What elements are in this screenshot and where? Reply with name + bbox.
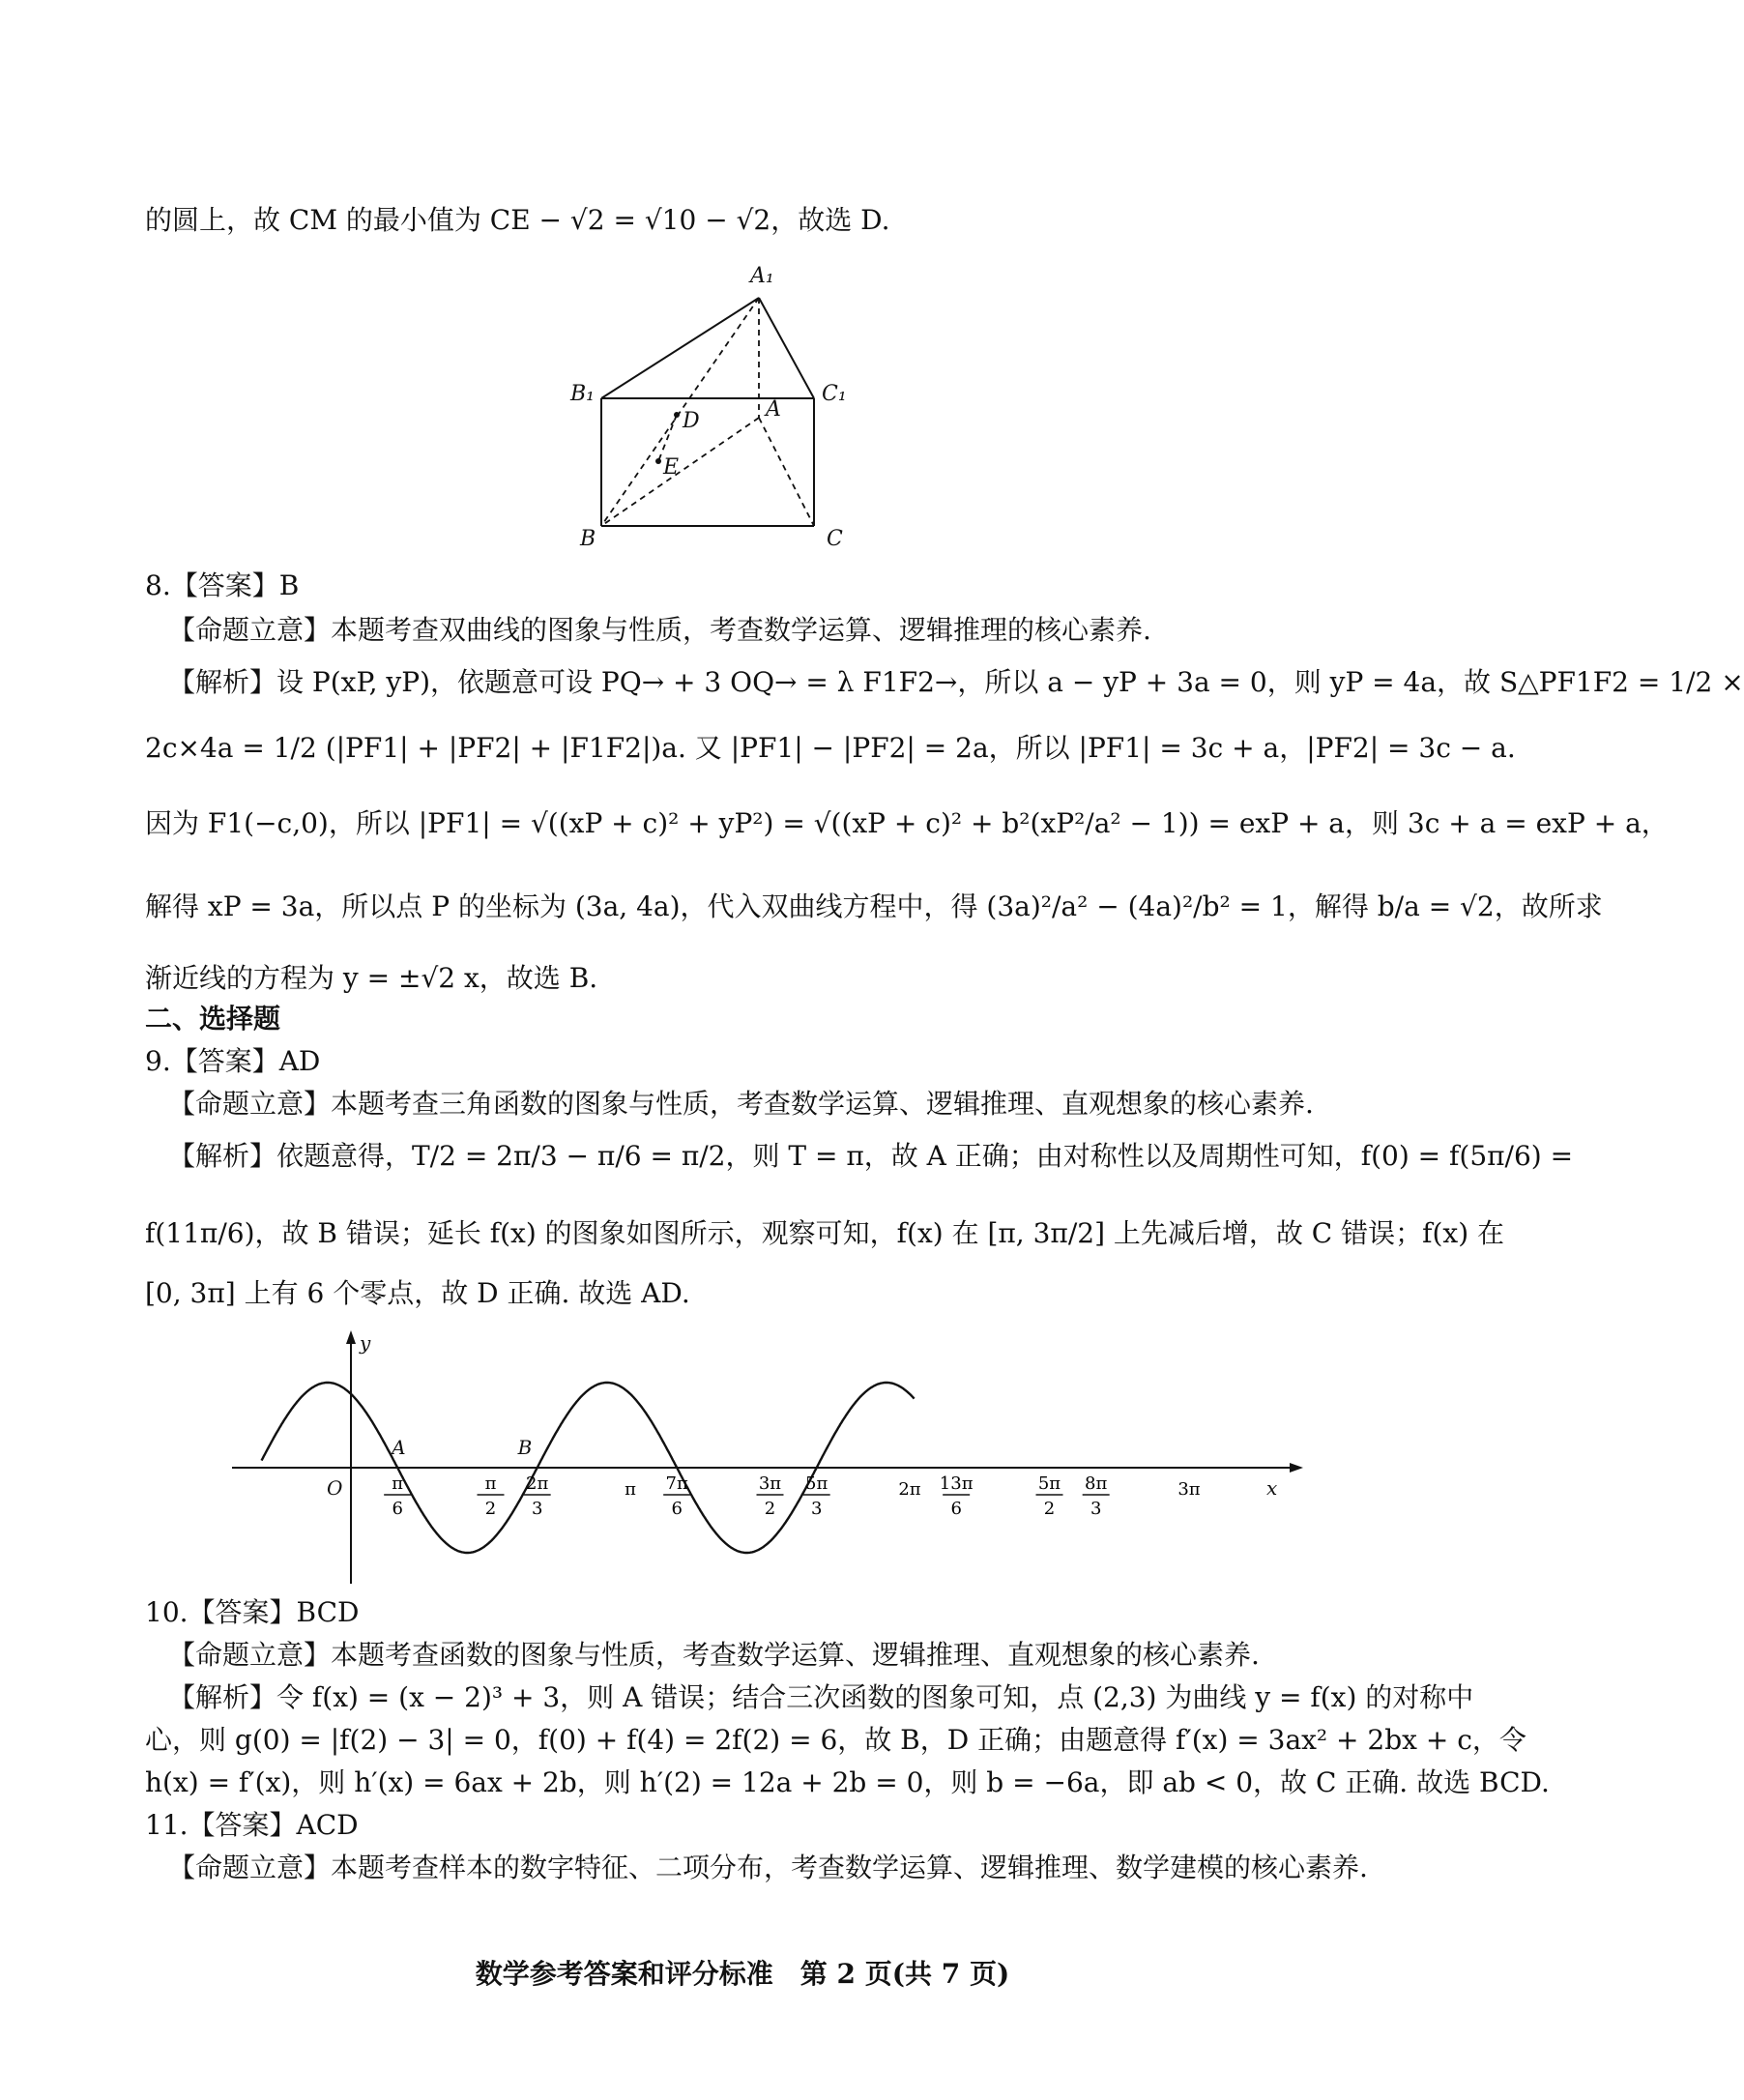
tick-numerator: π xyxy=(484,1473,497,1494)
text-line-p7-end: 的圆上，故 CM 的最小值为 CE − √2 = √10 − √2，故选 D. xyxy=(145,204,890,236)
x-tick-label xyxy=(1036,1473,1063,1519)
tick-numerator: 3π xyxy=(758,1473,782,1494)
x-tick-label xyxy=(1083,1473,1110,1519)
q10-answer: 10.【答案】BCD xyxy=(145,1596,360,1628)
x-tick-label xyxy=(803,1473,830,1519)
origin-label: O xyxy=(327,1476,343,1500)
x-tick-label xyxy=(524,1473,551,1519)
tick-denominator: 2 xyxy=(484,1499,497,1519)
point-D xyxy=(674,412,680,418)
sine-graph xyxy=(222,1325,1315,1586)
tick-denominator: 6 xyxy=(392,1499,403,1519)
page-footer: 数学参考答案和评分标准 第 2 页(共 7 页) xyxy=(475,1958,1010,1990)
q10-intent: 【命题立意】本题考查函数的图象与性质，考查数学运算、逻辑推理、直观想象的核心素养. xyxy=(168,1639,1260,1671)
q11-answer: 11.【答案】ACD xyxy=(145,1809,359,1841)
x-tick-label xyxy=(940,1473,974,1519)
label-B: B xyxy=(580,527,596,551)
x-tick-label xyxy=(898,1479,920,1500)
tick-numerator: 8π xyxy=(1085,1473,1108,1494)
q9-analysis-line-2: f(11π/6)，故 B 错误；延长 f(x) 的图象如图所示，观察可知，f(x) 在 [π, 3π/2] 上先减后增，故 C 错误；f(x) 在 xyxy=(145,1217,1505,1249)
q8-intent: 【命题立意】本题考查双曲线的图象与性质，考查数学运算、逻辑推理的核心素养. xyxy=(168,614,1151,646)
q10-analysis-line-2: 心，则 g(0) = |f(2) − 3| = 0，f(0) + f(4) = 2f(2) = 6，故 B，D 正确；由题意得 f′(x) = 3ax² + 2bx + c，令 xyxy=(145,1724,1526,1756)
label-C1: C₁ xyxy=(822,382,847,406)
tick-denominator: 2 xyxy=(1043,1499,1056,1519)
q8-analysis-line-1: 【解析】设 P(xP, yP)，依题意可设 PQ→ + 3 OQ→ = λ F1F2→，所以 a − yP + 3a = 0，则 yP = 4a，故 S△PF1F2 = 1/2 × xyxy=(168,666,1744,698)
tick-numerator: π xyxy=(392,1473,404,1494)
tick-denominator: 2 xyxy=(764,1499,776,1519)
label-A: A xyxy=(766,397,781,422)
label-B1: B₁ xyxy=(570,382,595,406)
q8-analysis-line-4: 解得 xP = 3a，所以点 P 的坐标为 (3a, 4a)，代入双曲线方程中，得 (3a)²/a² − (4a)²/b² = 1，解得 b/a = √2，故所求 xyxy=(145,890,1603,922)
section-title: 二、选择题 xyxy=(145,1003,281,1035)
tick-numerator: 7π xyxy=(665,1473,688,1494)
tick-denominator: 3 xyxy=(1090,1499,1102,1519)
label-A1: A₁ xyxy=(750,264,774,288)
y-axis-label: y xyxy=(360,1331,371,1355)
q11-intent: 【命题立意】本题考查样本的数字特征、二项分布，考查数学运算、逻辑推理、数学建模的核心素养. xyxy=(168,1852,1368,1883)
x-tick-label xyxy=(625,1479,636,1500)
x-axis-arrow xyxy=(1290,1463,1303,1473)
prism-figure xyxy=(561,253,909,553)
x-tick-label xyxy=(663,1473,690,1519)
x-tick-label xyxy=(384,1473,411,1519)
label-D: D xyxy=(683,409,700,433)
q10-analysis-line-1: 【解析】令 f(x) = (x − 2)³ + 3，则 A 错误；结合三次函数的图象可知，点 (2,3) 为曲线 y = f(x) 的对称中 xyxy=(168,1681,1474,1713)
x-tick-label xyxy=(478,1473,505,1519)
tick-numerator: 5π xyxy=(1037,1473,1061,1494)
q8-analysis-line-2: 2c×4a = 1/2 (|PF1| + |PF2| + |F1F2|)a. 又 |PF1| − |PF2| = 2a，所以 |PF1| = 3c + a，|PF2| = 3c − a. xyxy=(145,732,1516,764)
tick-denominator: 6 xyxy=(671,1499,683,1519)
graph-point-B: B xyxy=(517,1436,533,1459)
label-E: E xyxy=(663,455,680,480)
q9-answer: 9.【答案】AD xyxy=(145,1045,321,1077)
tick-numerator: 13π xyxy=(939,1473,974,1494)
q10-analysis-line-3: h(x) = f′(x)，则 h′(x) = 6ax + 2b，则 h′(2) = 12a + 2b = 0，则 b = −6a，即 ab < 0，故 C 正确. 故选 BCD. xyxy=(145,1766,1550,1798)
tick-text: π xyxy=(625,1479,636,1500)
tick-denominator: 3 xyxy=(810,1499,823,1519)
q9-intent: 【命题立意】本题考查三角函数的图象与性质，考查数学运算、逻辑推理、直观想象的核心素养. xyxy=(168,1088,1314,1120)
q8-answer: 8.【答案】B xyxy=(145,569,300,601)
x-axis-label: x xyxy=(1266,1476,1278,1500)
q9-analysis-line-1: 【解析】依题意得，T/2 = 2π/3 − π/6 = π/2，则 T = π，故 A 正确；由对称性以及周期性可知，f(0) = f(5π/6) = xyxy=(168,1140,1574,1172)
q8-analysis-line-5: 渐近线的方程为 y = ±√2 x，故选 B. xyxy=(145,962,598,994)
label-C: C xyxy=(827,527,843,551)
q9-analysis-line-3: [0, 3π] 上有 6 个零点，故 D 正确. 故选 AD. xyxy=(145,1277,690,1309)
tick-denominator: 3 xyxy=(531,1499,543,1519)
graph-point-A: A xyxy=(392,1436,406,1459)
y-axis-arrow xyxy=(346,1330,356,1344)
tick-denominator: 6 xyxy=(950,1499,962,1519)
tick-text: 3π xyxy=(1177,1479,1201,1500)
tick-numerator: 2π xyxy=(526,1473,549,1494)
x-tick-label xyxy=(757,1473,784,1519)
x-tick-label xyxy=(1177,1479,1200,1500)
q8-analysis-line-3: 因为 F1(−c,0)，所以 |PF1| = √((xP + c)² + yP²) = √((xP + c)² + b²(xP²/a² − 1)) = exP + a，则 3c + a = exP + a， xyxy=(145,807,1669,839)
tick-numerator: 5π xyxy=(805,1473,828,1494)
point-E xyxy=(655,458,661,464)
tick-text: 2π xyxy=(898,1479,921,1500)
